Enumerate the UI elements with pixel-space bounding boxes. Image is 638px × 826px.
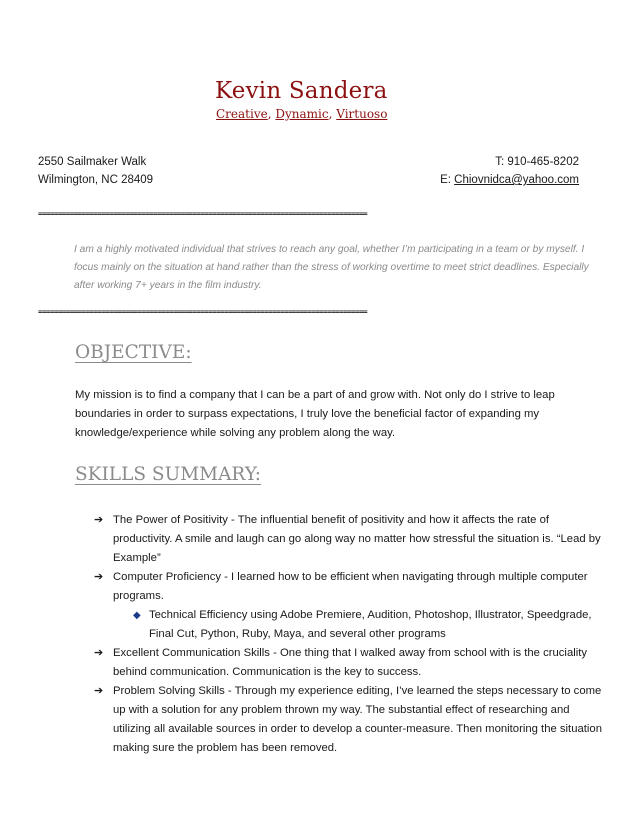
skill-subitem — [113, 606, 604, 644]
email-link[interactable]: Chiovnidca@yahoo.com — [454, 174, 579, 186]
skill-item — [94, 568, 604, 644]
skill-text: The Power of Positivity - The influential benefit of positivity and how it affects the rate of productivity. A smile and laugh can go along way no matter how stressful the situation is. “Lead by Example” — [113, 514, 601, 564]
tagline-word-dynamic: Dynamic — [275, 107, 329, 121]
tagline-separator: , — [267, 107, 276, 121]
skill-text: Problem Solving Skills - Through my experience editing, I’ve learned the steps necessary to come up with a solution for any problem thrown my way. The substantial effect of researching and utilizing all available sources in order to develop a counter-measure. Then monitoring the situation making sure the problem has been removed. — [113, 685, 602, 754]
skill-text: Excellent Communication Skills - One thing that I walked away from school with is the cruciality behind communication. Communication is the key to success. — [113, 647, 588, 678]
city-address: Wilmington, NC 28409 — [38, 174, 154, 186]
skills-heading: SKILLS SUMMARY: — [75, 464, 261, 485]
tagline-word-virtuoso: Virtuoso — [336, 107, 388, 121]
arrow-bullet-icon: ➔ — [94, 685, 104, 697]
divider-bottom: =================================================================================== — [38, 307, 368, 316]
skill-sublist — [113, 606, 604, 644]
skills-list — [94, 511, 604, 758]
phone-number: T: 910-465-8202 — [495, 156, 579, 168]
email-prefix: E: — [440, 174, 455, 186]
tagline-separator: , — [328, 107, 337, 121]
email-line — [440, 174, 579, 186]
skill-item — [94, 511, 604, 568]
objective-heading: OBJECTIVE: — [75, 342, 192, 363]
objective-text: My mission is to find a company that I can be a part of and grow with. Not only do I strive to leap boundaries in order to surpass expectations, I truly love the beneficial factor of expanding my knowledge/experience while solving any problem along the way. — [75, 389, 555, 439]
skill-item — [94, 644, 604, 682]
tagline-word-creative: Creative — [216, 107, 268, 121]
arrow-bullet-icon: ➔ — [94, 514, 104, 526]
tagline — [216, 107, 387, 121]
divider-top: =================================================================================== — [38, 209, 368, 218]
applicant-name: Kevin Sandera — [215, 78, 388, 104]
diamond-bullet-icon: ◆ — [133, 610, 141, 621]
street-address: 2550 Sailmaker Walk — [38, 156, 147, 168]
arrow-bullet-icon: ➔ — [94, 571, 104, 583]
skill-subitem-text: Technical Efficiency using Adobe Premiere, Audition, Photoshop, Illustrator, Speedgrade, Final Cut, Python, Ruby, Maya, and several other programs — [149, 609, 592, 640]
profile-summary: I am a highly motivated individual that strives to reach any goal, whether I’m participating in a team or by myself. I focus mainly on the situation at hand rather than the stress of working overtime to meet strict deadlines. Especially after working 7+ years in the film industry. — [74, 244, 589, 291]
skill-text: Computer Proficiency - I learned how to be efficient when navigating through multiple computer programs. — [113, 571, 588, 602]
arrow-bullet-icon: ➔ — [94, 647, 104, 659]
skill-item — [94, 682, 604, 758]
